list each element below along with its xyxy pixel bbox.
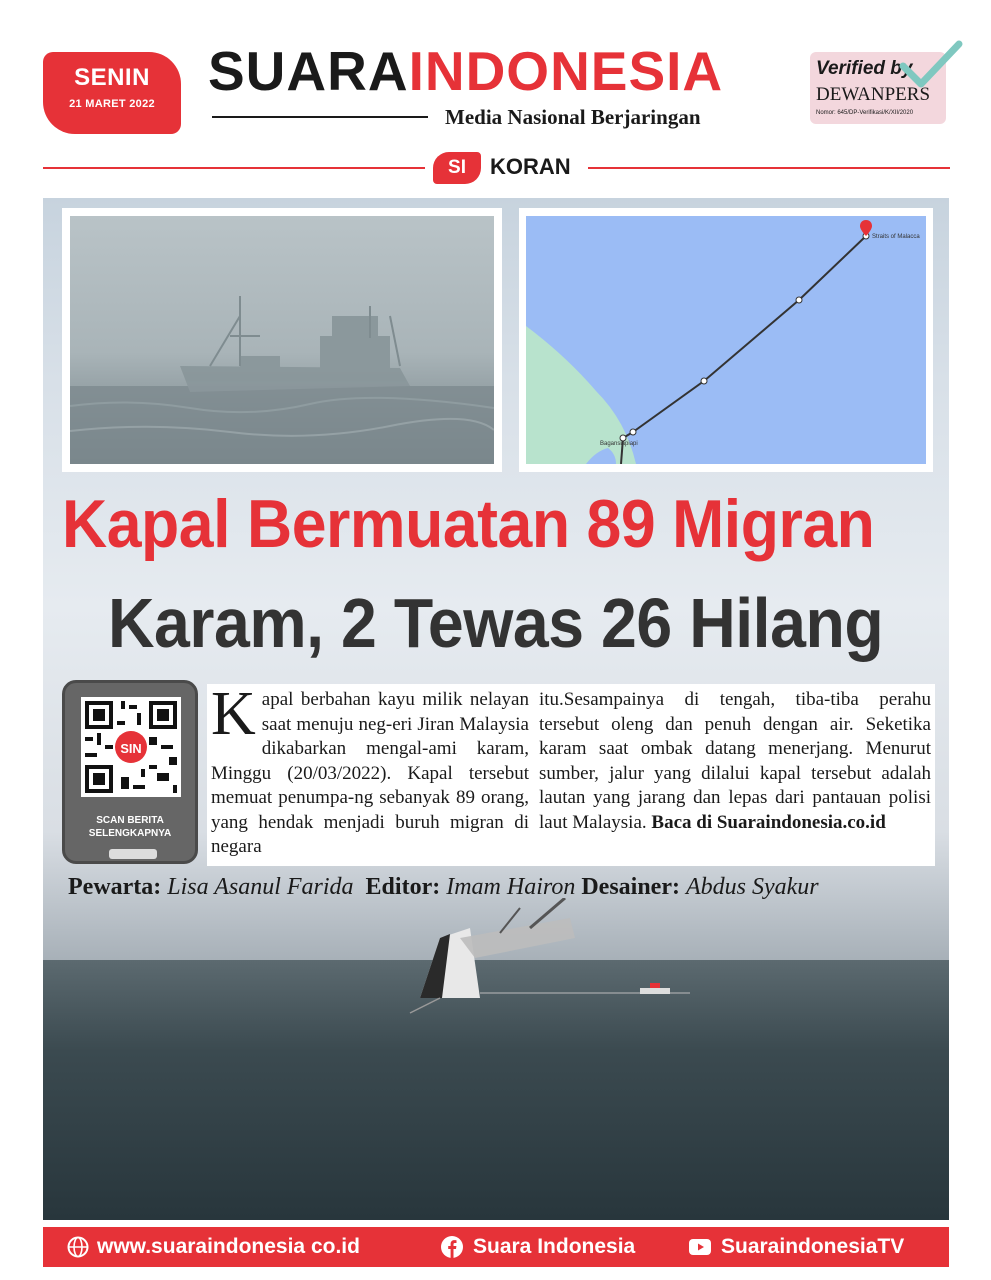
brand-logo[interactable] bbox=[208, 40, 724, 102]
dewanpers-label: DEWANPERS bbox=[816, 84, 931, 105]
editor-label: Editor: bbox=[365, 874, 441, 900]
article-text-1: apal berbahan kayu milik nelayan saat menuju neg-eri Jiran Malaysia dikabarkan mengal-ami karam, Minggu (20/03/2022). Kapal tersebut memuat penumpa-ng sebanyak 89 orang, yang hendak menjadi buruh migran di negara bbox=[211, 689, 529, 857]
article-text-2: itu.Sesampainya di tengah, tiba-tiba perahu tersebut oleng dan penuh dengan air. Seketika karam saat ombak datang menerjang. Menurut sumber, jalur yang dilalui kapal tersebut adalah lautan yang jarang dan lepas dari pantauan polisi laut Malaysia. bbox=[539, 689, 931, 833]
foggy-ship-photo bbox=[62, 208, 502, 472]
verification-number: Nomor: 645/DP-Verifikasi/K/XII/2020 bbox=[816, 110, 914, 116]
read-more-link[interactable]: Baca di Suaraindonesia.co.id bbox=[651, 811, 886, 833]
editor-name: Imam Hairon bbox=[446, 874, 576, 900]
reporter-name: Lisa Asanul Farida bbox=[167, 874, 354, 900]
credits-line bbox=[68, 874, 819, 901]
qr-logo-text: SIN bbox=[120, 741, 142, 756]
section-name: KORAN bbox=[490, 154, 571, 179]
headline-line1: Kapal Bermuatan 89 Migran bbox=[62, 486, 875, 562]
headline-line2: Karam, 2 Tewas 26 Hilang bbox=[108, 584, 884, 662]
map-image bbox=[526, 216, 926, 464]
footer-website-link[interactable]: www.suaraindonesia co.id bbox=[97, 1235, 360, 1258]
map-label-destination: Straits of Malacca bbox=[872, 234, 920, 240]
fishing-boat-image bbox=[70, 216, 494, 464]
section-divider-left bbox=[43, 167, 425, 169]
article-body bbox=[207, 680, 935, 866]
designer-label: Desainer: bbox=[581, 874, 680, 900]
footer-bar bbox=[43, 1227, 949, 1267]
sinking-ship-image bbox=[400, 898, 700, 1018]
date-label: 21 MARET 2022 bbox=[69, 98, 155, 110]
day-label: SENIN bbox=[74, 64, 150, 91]
date-badge bbox=[43, 52, 181, 134]
tagline: Media Nasional Berjaringan bbox=[445, 105, 701, 129]
scan-label-2: SELENGKAPNYA bbox=[88, 828, 172, 839]
article-column-2 bbox=[539, 688, 931, 835]
facebook-icon[interactable] bbox=[441, 1236, 463, 1258]
drop-cap: K bbox=[211, 680, 256, 748]
reporter-label: Pewarta: bbox=[68, 874, 162, 900]
youtube-icon[interactable] bbox=[689, 1236, 711, 1258]
footer-facebook-link[interactable]: Suara Indonesia bbox=[473, 1235, 636, 1258]
map-label-origin: Bagansiapiapi bbox=[600, 441, 638, 447]
route-map bbox=[519, 208, 933, 472]
globe-icon bbox=[67, 1236, 89, 1258]
scan-bar bbox=[109, 849, 157, 859]
brand-part2: INDONESIA bbox=[408, 40, 724, 102]
qr-scan-card[interactable] bbox=[62, 680, 198, 864]
article-column-1 bbox=[211, 680, 529, 860]
si-logo: SI bbox=[433, 152, 481, 184]
designer-name: Abdus Syakur bbox=[685, 874, 819, 900]
footer-youtube-link[interactable]: SuaraindonesiaTV bbox=[721, 1235, 905, 1258]
qr-code-icon[interactable] bbox=[81, 697, 181, 797]
verified-label: Verified by bbox=[816, 58, 913, 79]
tagline-rule bbox=[212, 116, 428, 118]
section-divider-right bbox=[588, 167, 950, 169]
scan-label-1: SCAN BERITA bbox=[96, 815, 164, 826]
checkmark-icon bbox=[895, 38, 965, 90]
brand-part1: SUARA bbox=[208, 40, 409, 102]
